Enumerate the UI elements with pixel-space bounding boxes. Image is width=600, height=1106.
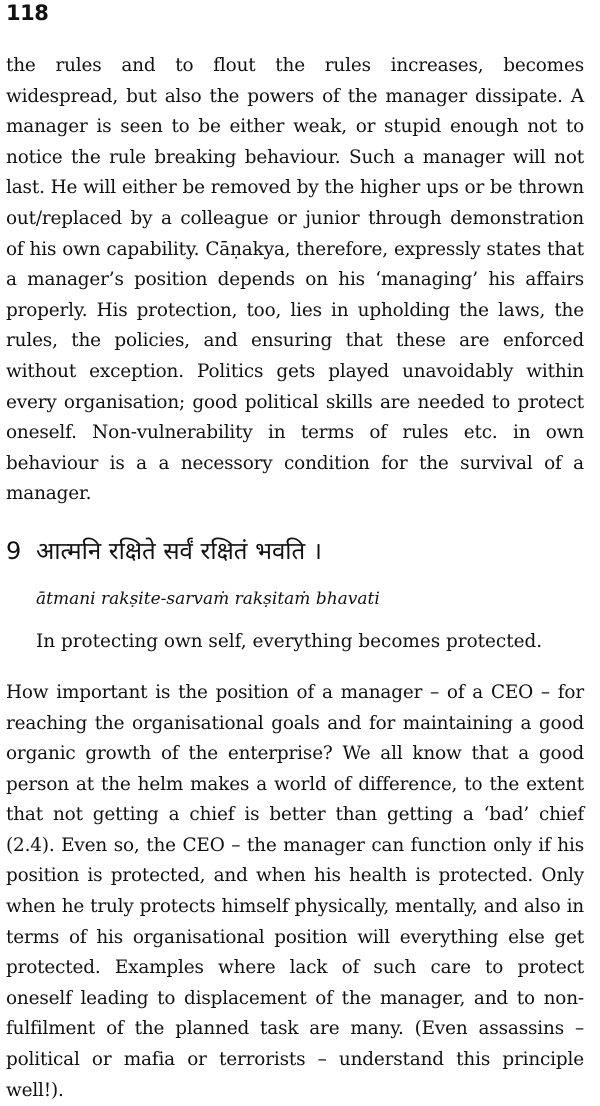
verse-number: 9: [6, 536, 22, 565]
body-paragraph: How important is the position of a manager – of a CEO – for reaching the organisational goals and for maintaining a good organic growth of the enterprise? We all know that a good person at the helm makes a world of difference, to the extent that not getting a chief is better than getting a ‘bad’ chief (2.4). Even so, the CEO – the manager can function only if his position is protected, and when his health is protected. Only when he truly protects himself physically, mentally, and also in terms of his organisational position will everything else get protected. Examples where lack of such care to protect oneself leading to displacement of the manager, and to non-fulfilment of the planned task are many. (Even assassins – political or mafia or terrorists – understand this principle well!).: [6, 681, 584, 1101]
body-paragraph: the rules and to flout the rules increases, becomes widespread, but also the powers of the manager dissipate. A manager is seen to be either weak, or stupid enough not to notice the rule breaking behaviour. Such a manager will not last. He will either be removed by the higher ups or be thrown out/replaced by a colleague or junior through demonstration of his own capability. Cāṇakya, therefore, expressly states that a manager’s position depends on his ‘managing’ his affairs properly. His protection, too, lies in upholding the laws, the rules, the policies, and ensuring that these are enforced without exception. Politics gets played unavoidably within every organisation; good political skills are needed to protect oneself. Non-vulnerability in terms of rules etc. in own behaviour is a a necessory condition for the survival of a manager.: [6, 55, 584, 505]
verse-transliteration: ātmani rakṣite-sarvaṁ rakṣitaṁ bhavati: [36, 588, 380, 609]
verse-sanskrit-text: आत्मनि रक्षिते सर्वं रक्षितं भवति ।: [36, 536, 322, 565]
sanskrit-verse: [6, 534, 584, 568]
page-number: 118: [6, 1, 49, 25]
verse-translation: In protecting own self, everything becomes protected.: [36, 630, 543, 652]
